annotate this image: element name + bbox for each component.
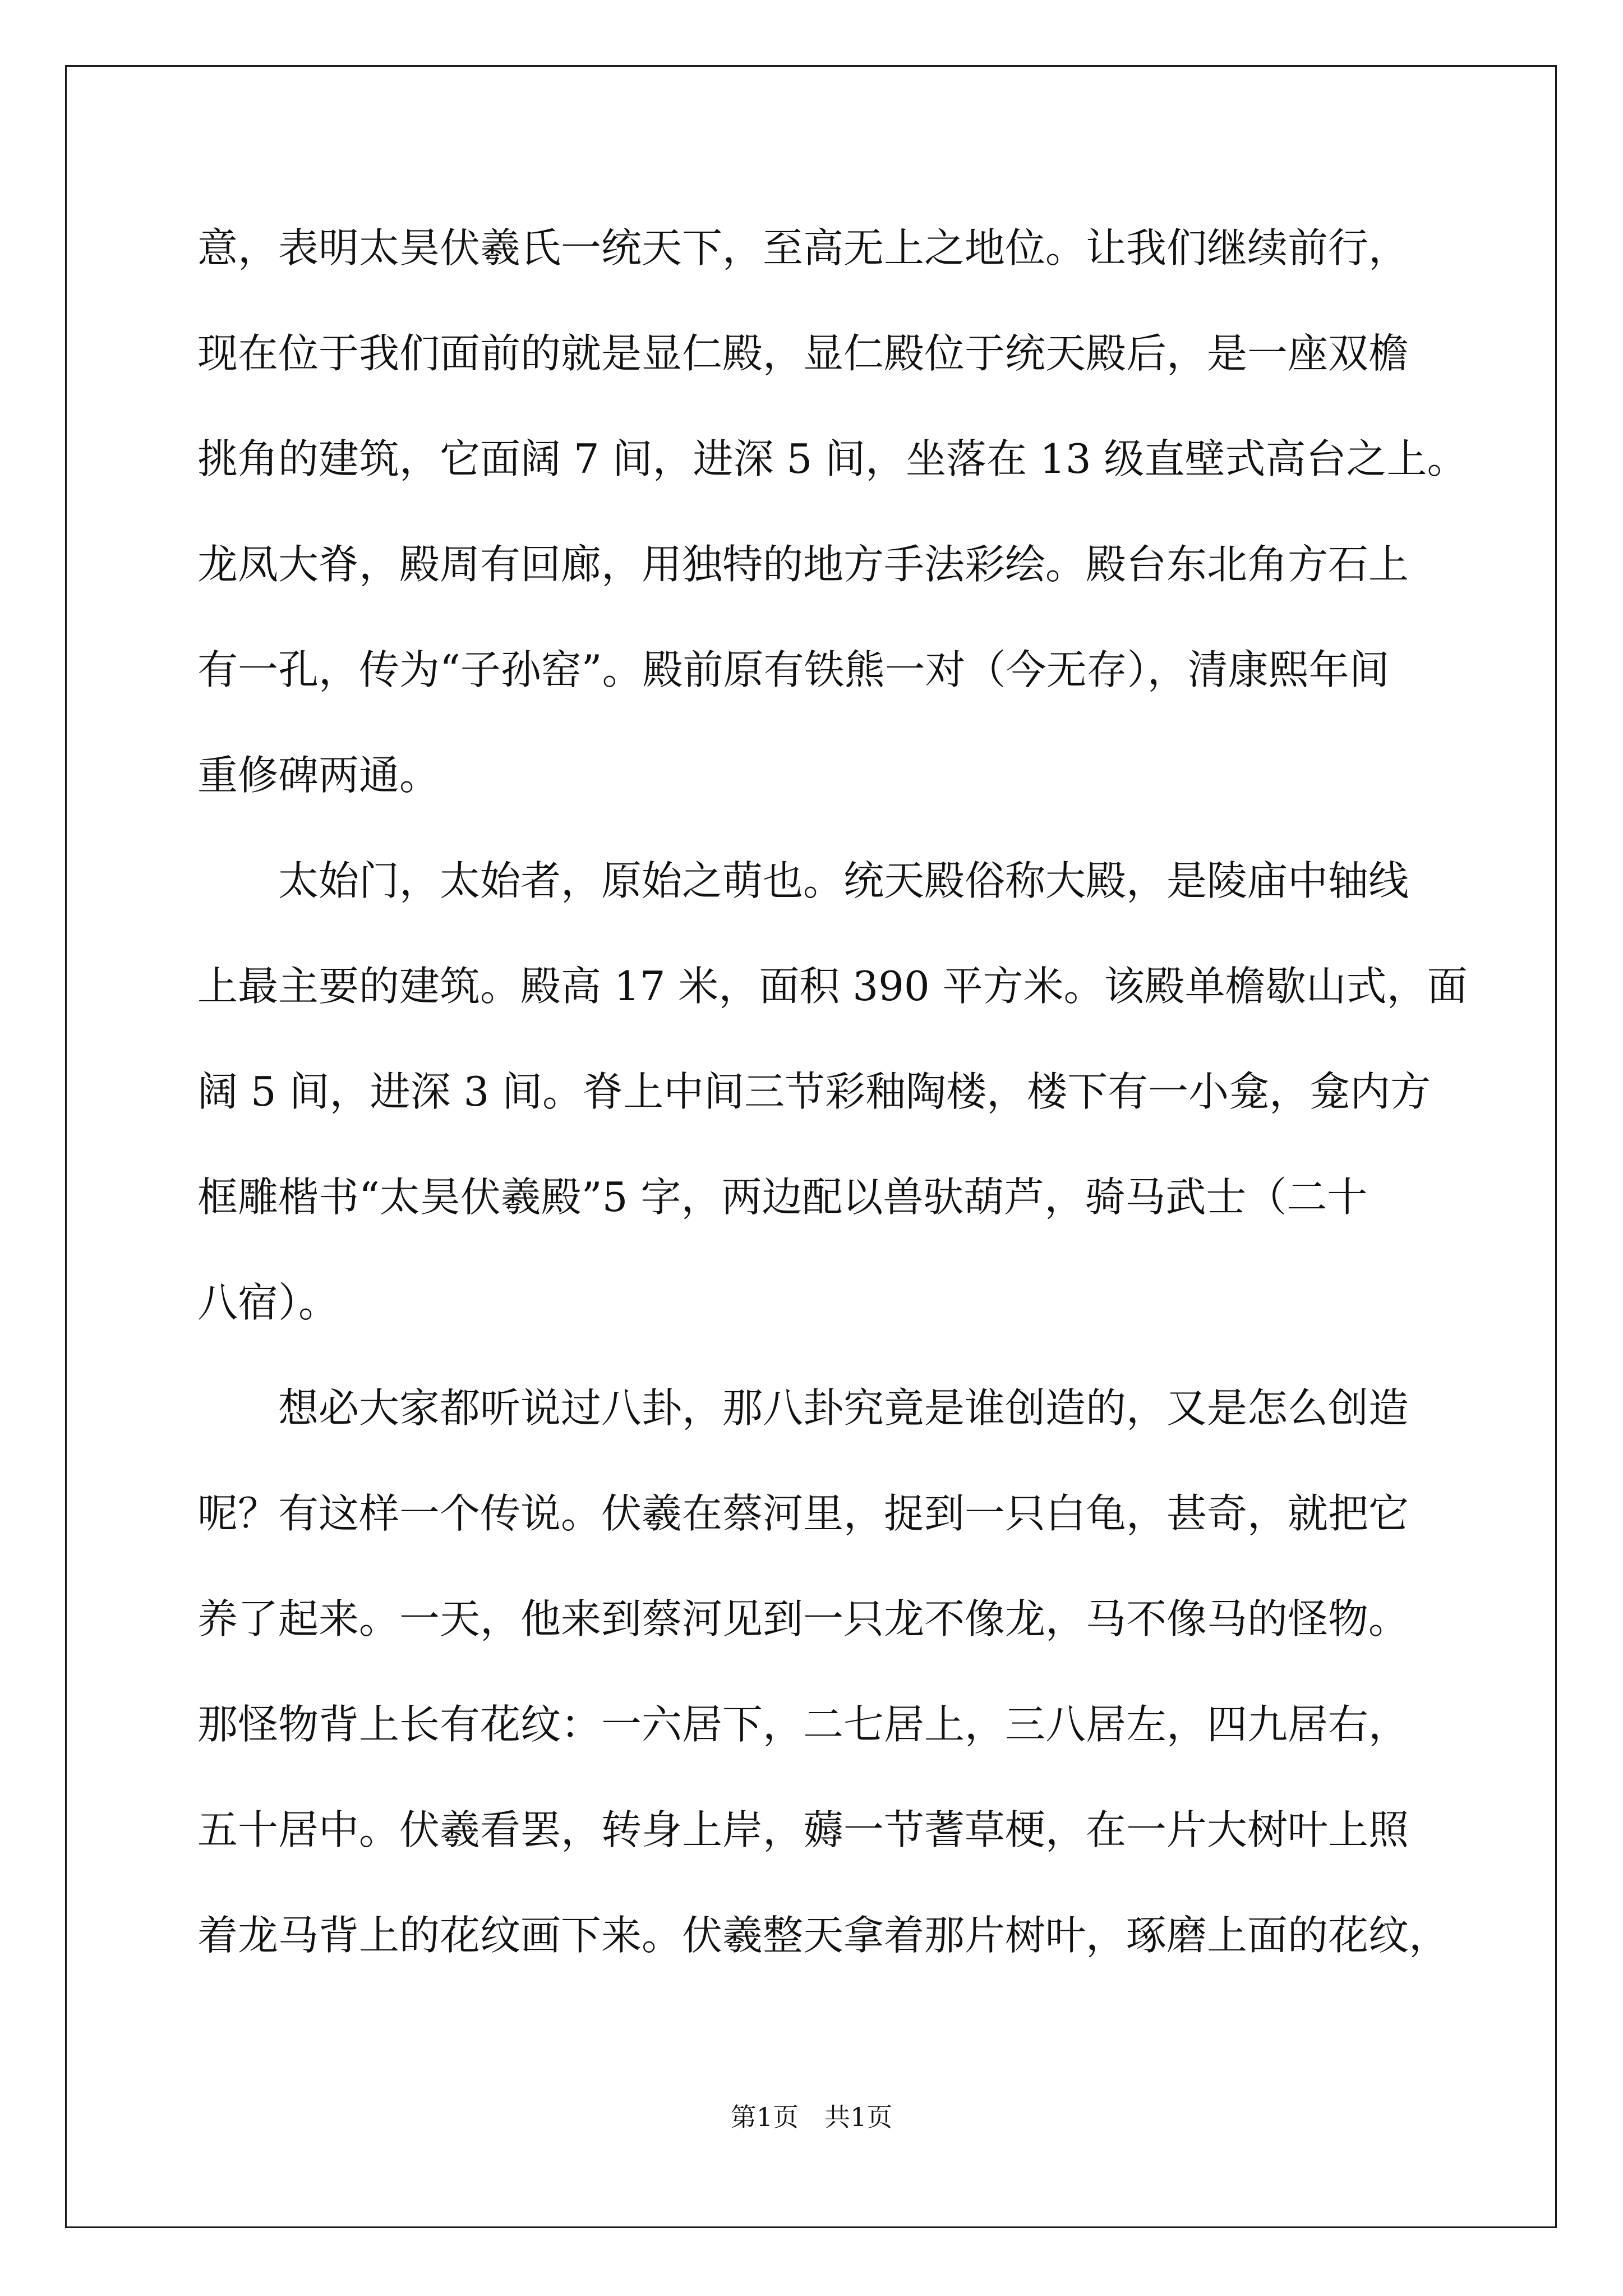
text-line: 上最主要的建筑。殿高 17 米，面积 390 平方米。该殿单檐歇山式，面 xyxy=(197,963,1468,1010)
text-line: 八宿）。 xyxy=(197,1279,339,1326)
text-line: 呢？有这样一个传说。伏羲在蔡河里，捉到一只白龟，甚奇，就把它 xyxy=(197,1490,1409,1537)
text-line: 有一孔，传为“子孙窑”。殿前原有铁熊一对（今无存），清康熙年间 xyxy=(197,646,1390,693)
text-line: 挑角的建筑，它面阔 7 间，进深 5 间，坐落在 13 级直壁式高台之上。 xyxy=(197,435,1468,482)
text-line: 五十居中。伏羲看罢，转身上岸，薅一节蓍草梗，在一片大树叶上照 xyxy=(197,1806,1409,1853)
text-line: 阔 5 间，进深 3 间。脊上中间三节彩釉陶楼，楼下有一小龛，龛内方 xyxy=(197,1068,1431,1115)
text-line: 重修碑两通。 xyxy=(197,752,440,799)
page-border xyxy=(65,65,1557,2228)
text-line: 龙凤大脊，殿周有回廊，用独特的地方手法彩绘。殿台东北角方石上 xyxy=(197,541,1409,588)
text-line: 框雕楷书“太昊伏羲殿”5 字，两边配以兽驮葫芦，骑马武士（二十 xyxy=(197,1174,1368,1221)
text-line: 想必大家都听说过八卦，那八卦究竟是谁创造的，又是怎么创造 xyxy=(197,1384,1409,1432)
text-line: 那怪物背上长有花纹：一六居下，二七居上，三八居左，四九居右， xyxy=(197,1701,1409,1748)
page-footer: 第1页 共1页 xyxy=(730,2102,893,2132)
text-line: 现在位于我们面前的就是显仁殿，显仁殿位于统天殿后，是一座双檐 xyxy=(197,330,1409,377)
text-line: 养了起来。一天，他来到蔡河见到一只龙不像龙，马不像马的怪物。 xyxy=(197,1595,1409,1642)
text-line: 着龙马背上的花纹画下来。伏羲整天拿着那片树叶，琢磨上面的花纹， xyxy=(197,1912,1450,1959)
text-line: 太始门，太始者，原始之萌也。统天殿俗称大殿，是陵庙中轴线 xyxy=(197,857,1409,904)
text-line: 意，表明太昊伏羲氏一统天下，至高无上之地位。让我们继续前行， xyxy=(197,224,1409,272)
